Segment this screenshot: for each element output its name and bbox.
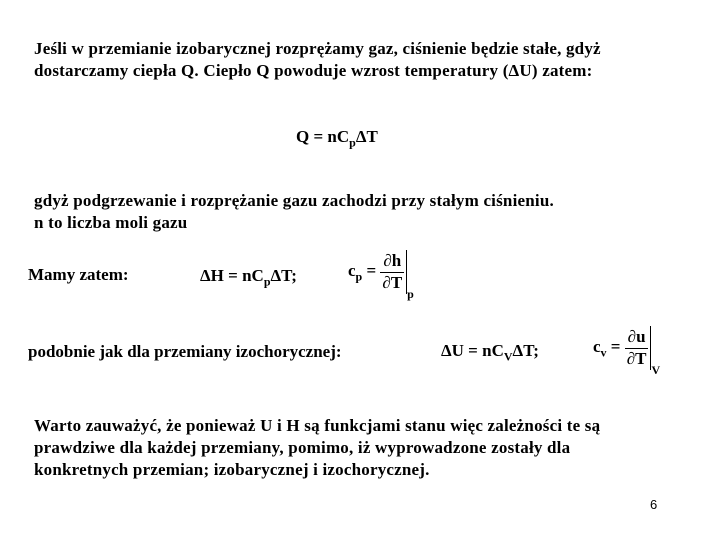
internal-energy-equation-lhs: ΔU = nC	[441, 341, 504, 360]
page-number: 6	[650, 497, 658, 512]
explanation-line-2: n to liczba moli gazu	[34, 213, 188, 232]
cp-numerator: ∂h	[383, 251, 402, 270]
cp-denominator: ∂T	[382, 273, 403, 292]
internal-energy-equation-subscript: V	[503, 349, 513, 364]
enthalpy-equation-subscript: p	[263, 274, 271, 289]
intro-paragraph	[34, 38, 601, 82]
cp-definition	[348, 250, 414, 302]
cp-symbol-subscript: p	[355, 269, 363, 284]
isobaric-label: Mamy zatem:	[28, 265, 129, 284]
intro-line-1: Jeśli w przemianie izobarycznej rozprężamy gaz, ciśnienie będzie stałe, gdyż	[34, 39, 601, 58]
cv-numerator: ∂u	[627, 327, 646, 346]
explanation-line-1: gdyż podgrzewanie i rozprężanie gazu zachodzi przy stałym ciśnieniu.	[34, 191, 554, 210]
note-line-3: konkretnych przemian; izobarycznej i izochorycznej.	[34, 460, 430, 479]
note-line-2: prawdziwe dla każdej przemiany, pomimo, iż wyprowadzone zostały dla	[34, 438, 571, 457]
heat-equation	[296, 127, 378, 150]
cv-symbol-subscript: v	[600, 345, 607, 360]
cp-fraction	[380, 251, 404, 293]
internal-energy-equation-rhs: ΔT;	[512, 341, 539, 360]
cv-denominator: ∂T	[626, 349, 647, 368]
internal-energy-equation	[441, 341, 539, 364]
cv-bar-subscript: V	[651, 363, 661, 378]
intro-line-2: dostarczamy ciepła Q. Ciepło Q powoduje wzrost temperatury (ΔU) zatem:	[34, 61, 593, 80]
enthalpy-equation	[200, 266, 297, 289]
cv-definition	[593, 326, 661, 378]
heat-equation-subscript: p	[349, 135, 356, 150]
cv-equals: =	[610, 336, 621, 356]
enthalpy-equation-rhs: ΔT;	[270, 266, 297, 285]
enthalpy-equation-lhs: ΔH = nC	[200, 266, 264, 285]
cp-bar-subscript: p	[407, 287, 414, 302]
explanation-paragraph	[34, 190, 554, 234]
isochoric-label: podobnie jak dla przemiany izochorycznej:	[28, 342, 342, 361]
note-paragraph	[34, 415, 600, 481]
heat-equation-rhs: ΔT	[355, 127, 378, 146]
cv-fraction	[625, 327, 649, 369]
cp-symbol: c	[348, 260, 356, 280]
cv-symbol: c	[593, 336, 601, 356]
cp-equals: =	[366, 260, 377, 280]
note-line-1: Warto zauważyć, że ponieważ U i H są funkcjami stanu więc zależności te są	[34, 416, 601, 435]
heat-equation-lhs: Q = nC	[296, 127, 350, 146]
